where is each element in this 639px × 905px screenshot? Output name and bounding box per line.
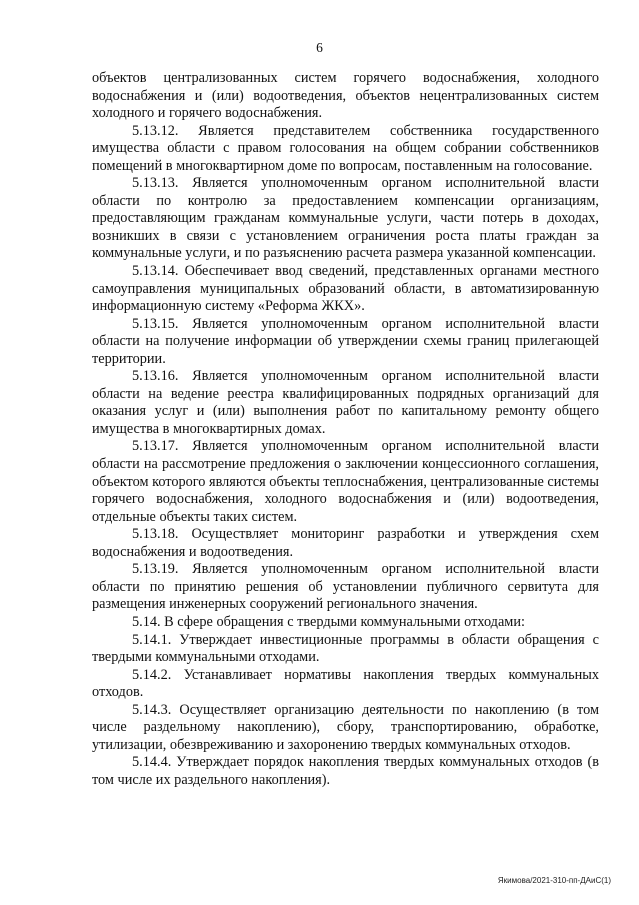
page-number: 6 (316, 40, 323, 55)
paragraph-5-13-12: 5.13.12. Является представителем собственника государственного имущества области с правом голосования на общем собрании собственников помещений в многоквартирном доме по вопросам, поставленным на голосование. (92, 122, 599, 174)
paragraph-5-13-16: 5.13.16. Является уполномоченным органом исполнительной власти области на ведение реестра квалифицированных подрядных организаций для оказания услуг и (или) выполнения работ по капитальному ремонту общего имущества в многоквартирных домах. (92, 368, 599, 437)
paragraph-5-14-3: 5.14.3. Осуществляет организацию деятельности по накоплению (в том числе раздельному накоплению), сбору, транспортированию, обработке, утилизации, обезвреживанию и захоронению твердых коммунальных отходов. (92, 701, 599, 753)
paragraph-5-13-13: 5.13.13. Является уполномоченным органом исполнительной власти области по контролю за предоставлением компенсации организациям, предоставляющим гражданам коммунальные услуги, части потерь в доходах, возникших в связи с установлением ограничения роста платы граждан за коммунальные услуги, и по разъяснению расчета размера указанной компенсации. (92, 175, 599, 262)
document-body (92, 70, 599, 789)
paragraph-5-13-15: 5.13.15. Является уполномоченным органом исполнительной власти области на получение информации об утверждении схемы границ прилегающей территории. (92, 315, 599, 367)
paragraph-5-14: 5.14. В сфере обращения с твердыми коммунальными отходами: (132, 613, 525, 630)
paragraph-5-13-19: 5.13.19. Является уполномоченным органом исполнительной власти области по принятию решения об установлении публичного сервитута для размещения инженерных сооружений регионального значения. (92, 561, 599, 613)
paragraph-5-13-17: 5.13.17. Является уполномоченным органом исполнительной власти области на рассмотрение предложения о заключении концессионного соглашения, объектом которого являются объекты теплоснабжения, централизованные системы горячего водоснабжения, холодного водоснабжения и (или) водоотведения, отдельные объекты таких систем. (92, 438, 600, 525)
paragraph-5-13-14: 5.13.14. Обеспечивает ввод сведений, представленных органами местного самоуправления муниципальных образований области, в автоматизированную информационную систему «Реформа ЖКХ». (92, 263, 599, 315)
paragraph-5-13-18: 5.13.18. Осуществляет мониторинг разработки и утверждения схем водоснабжения и водоотведения. (92, 526, 599, 560)
document-footer-code: Якимова/2021-310-пп-ДАиС(1) (497, 876, 611, 885)
paragraph-5-14-2: 5.14.2. Устанавливает нормативы накопления твердых коммунальных отходов. (92, 666, 599, 701)
paragraph-continuation: объектов централизованных систем горячего водоснабжения, холодного водоснабжения и (или) водоотведения, объектов нецентрализованных систем холодного и горячего водоснабжения. (92, 70, 599, 122)
paragraph-5-14-4: 5.14.4. Утверждает порядок накопления твердых коммунальных отходов (в том числе их раздельного накопления). (92, 754, 599, 788)
paragraph-5-14-1: 5.14.1. Утверждает инвестиционные программы в области обращения с твердыми коммунальными отходами. (92, 631, 599, 666)
